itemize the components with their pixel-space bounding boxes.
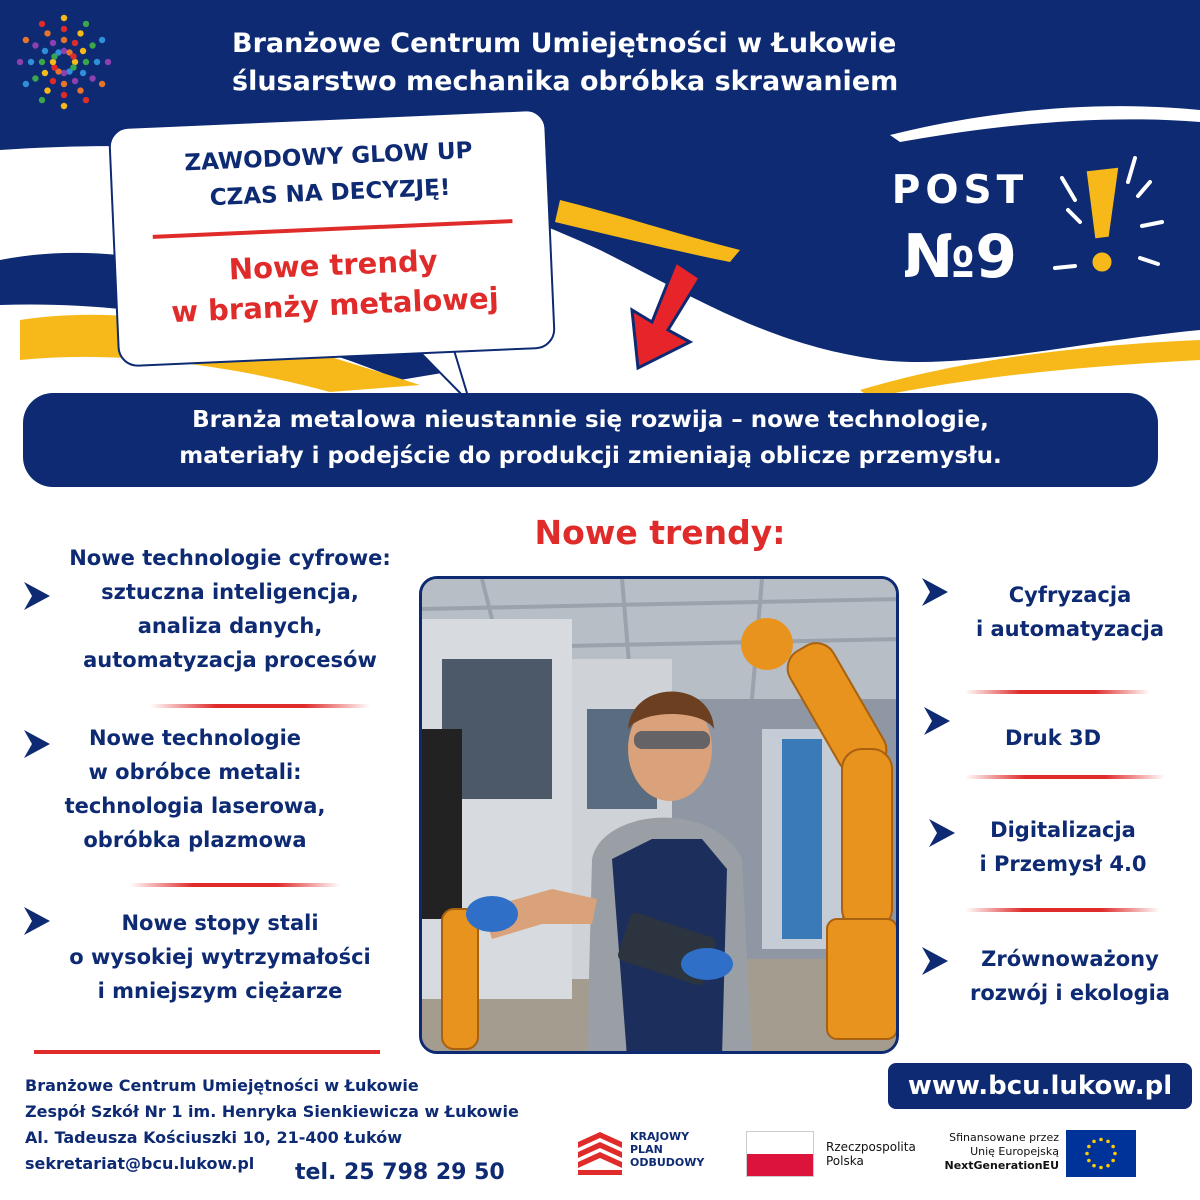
- left-item-3-line: i mniejszym ciężarze: [97, 979, 343, 1003]
- chevron-right-icon: [920, 703, 956, 739]
- right-item-3-line: Digitalizacja: [990, 818, 1136, 842]
- rp-text-line: Rzeczpospolita: [826, 1140, 916, 1154]
- bubble-red-line-2: w branży metalowej: [170, 280, 500, 330]
- kpo-text-line: PLAN: [630, 1143, 663, 1156]
- footer-address: Al. Tadeusza Kościuszki 10, 21-400 Łuków: [25, 1128, 403, 1147]
- bubble-line-2: CZAS NA DECYZJĘ!: [209, 174, 451, 212]
- left-item-2-line: w obróbce metali:: [88, 760, 302, 784]
- eu-text-line: NextGenerationEU: [944, 1159, 1059, 1172]
- chevron-right-icon: [20, 578, 56, 614]
- right-item-1-line: Cyfryzacja: [1008, 583, 1132, 607]
- header-subtitle: ślusarstwo mechanika obróbka skrawaniem: [232, 66, 899, 97]
- left-divider: [150, 704, 370, 708]
- chevron-right-icon: [925, 815, 961, 851]
- right-item-2: [918, 721, 1188, 755]
- eu-text-line: Sfinansowane przez: [949, 1131, 1059, 1144]
- footer-phone[interactable]: tel. 25 798 29 50: [295, 1160, 505, 1185]
- right-item-1-line: i automatyzacja: [975, 617, 1165, 641]
- bubble-divider: [153, 219, 513, 239]
- post-label: POST: [891, 168, 1029, 213]
- chevron-right-icon: [20, 726, 56, 762]
- post-number: №9: [903, 222, 1017, 292]
- kpo-text-line: KRAJOWY: [630, 1130, 690, 1143]
- right-divider: [965, 908, 1160, 912]
- chevron-right-icon: [918, 574, 954, 610]
- kpo-logo-text: [630, 1130, 704, 1169]
- footer-divider: [34, 1050, 380, 1054]
- header-title: Branżowe Centrum Umiejętności w Łukowie: [232, 28, 897, 59]
- banner-line-2: materiały i podejście do produkcji zmieniają oblicze przemysłu.: [179, 443, 1002, 469]
- left-item-3-line: Nowe stopy stali: [121, 911, 319, 935]
- right-item-4-line: Zrównoważony: [981, 947, 1159, 971]
- left-item-1-line: sztuczna inteligencja,: [101, 580, 359, 604]
- kpo-logo-icon: [576, 1130, 624, 1176]
- right-item-4-line: rozwój i ekologia: [970, 981, 1170, 1005]
- left-item-1: [40, 541, 420, 677]
- kpo-text-line: ODBUDOWY: [630, 1156, 705, 1169]
- poland-flag-icon: [746, 1131, 814, 1177]
- chevron-right-icon: [20, 903, 56, 939]
- right-item-2-line: Druk 3D: [1004, 726, 1102, 750]
- rp-logo-text: [826, 1140, 916, 1168]
- eu-funding-text: [935, 1131, 1059, 1173]
- factory-photo: [419, 576, 899, 1054]
- eu-text-line: Unię Europejską: [970, 1145, 1059, 1158]
- chevron-right-icon: [918, 943, 954, 979]
- eu-flag-icon: [1066, 1130, 1136, 1177]
- footer-school: Zespół Szkół Nr 1 im. Henryka Sienkiewicza w Łukowie: [25, 1102, 519, 1121]
- banner-line-1: Branża metalowa nieustannie się rozwija – nowe technologie,: [192, 407, 989, 433]
- bubble-line-1: ZAWODOWY GLOW UP: [183, 137, 474, 177]
- website-link[interactable]: www.bcu.lukow.pl: [888, 1063, 1192, 1109]
- left-item-2-line: Nowe technologie: [88, 726, 302, 750]
- left-item-1-line: analiza danych,: [137, 614, 323, 638]
- left-item-3: [40, 906, 400, 1008]
- left-item-2-line: obróbka plazmowa: [83, 828, 307, 852]
- headline-bubble: [108, 109, 556, 368]
- right-item-3-line: i Przemysł 4.0: [979, 852, 1147, 876]
- left-item-3-line: o wysokiej wytrzymałości: [69, 945, 371, 969]
- trends-title: Nowe trendy:: [534, 513, 786, 552]
- intro-banner: [23, 393, 1158, 487]
- right-item-1: [935, 578, 1200, 646]
- right-divider: [965, 690, 1150, 694]
- left-divider: [130, 883, 340, 887]
- bcu-logo-icon: [14, 12, 114, 112]
- left-item-1-line: Nowe technologie cyfrowe:: [69, 546, 391, 570]
- footer-email[interactable]: sekretariat@bcu.lukow.pl: [25, 1154, 255, 1173]
- bubble-red-line-1: Nowe trendy: [228, 243, 439, 287]
- right-item-3: [928, 813, 1198, 881]
- right-divider: [965, 775, 1165, 779]
- rp-text-line: Polska: [826, 1154, 864, 1168]
- left-item-1-line: automatyzacja procesów: [83, 648, 377, 672]
- left-item-2: [30, 721, 360, 857]
- footer-org: Branżowe Centrum Umiejętności w Łukowie: [25, 1076, 419, 1095]
- left-item-2-line: technologia laserowa,: [64, 794, 326, 818]
- right-item-4: [940, 942, 1200, 1010]
